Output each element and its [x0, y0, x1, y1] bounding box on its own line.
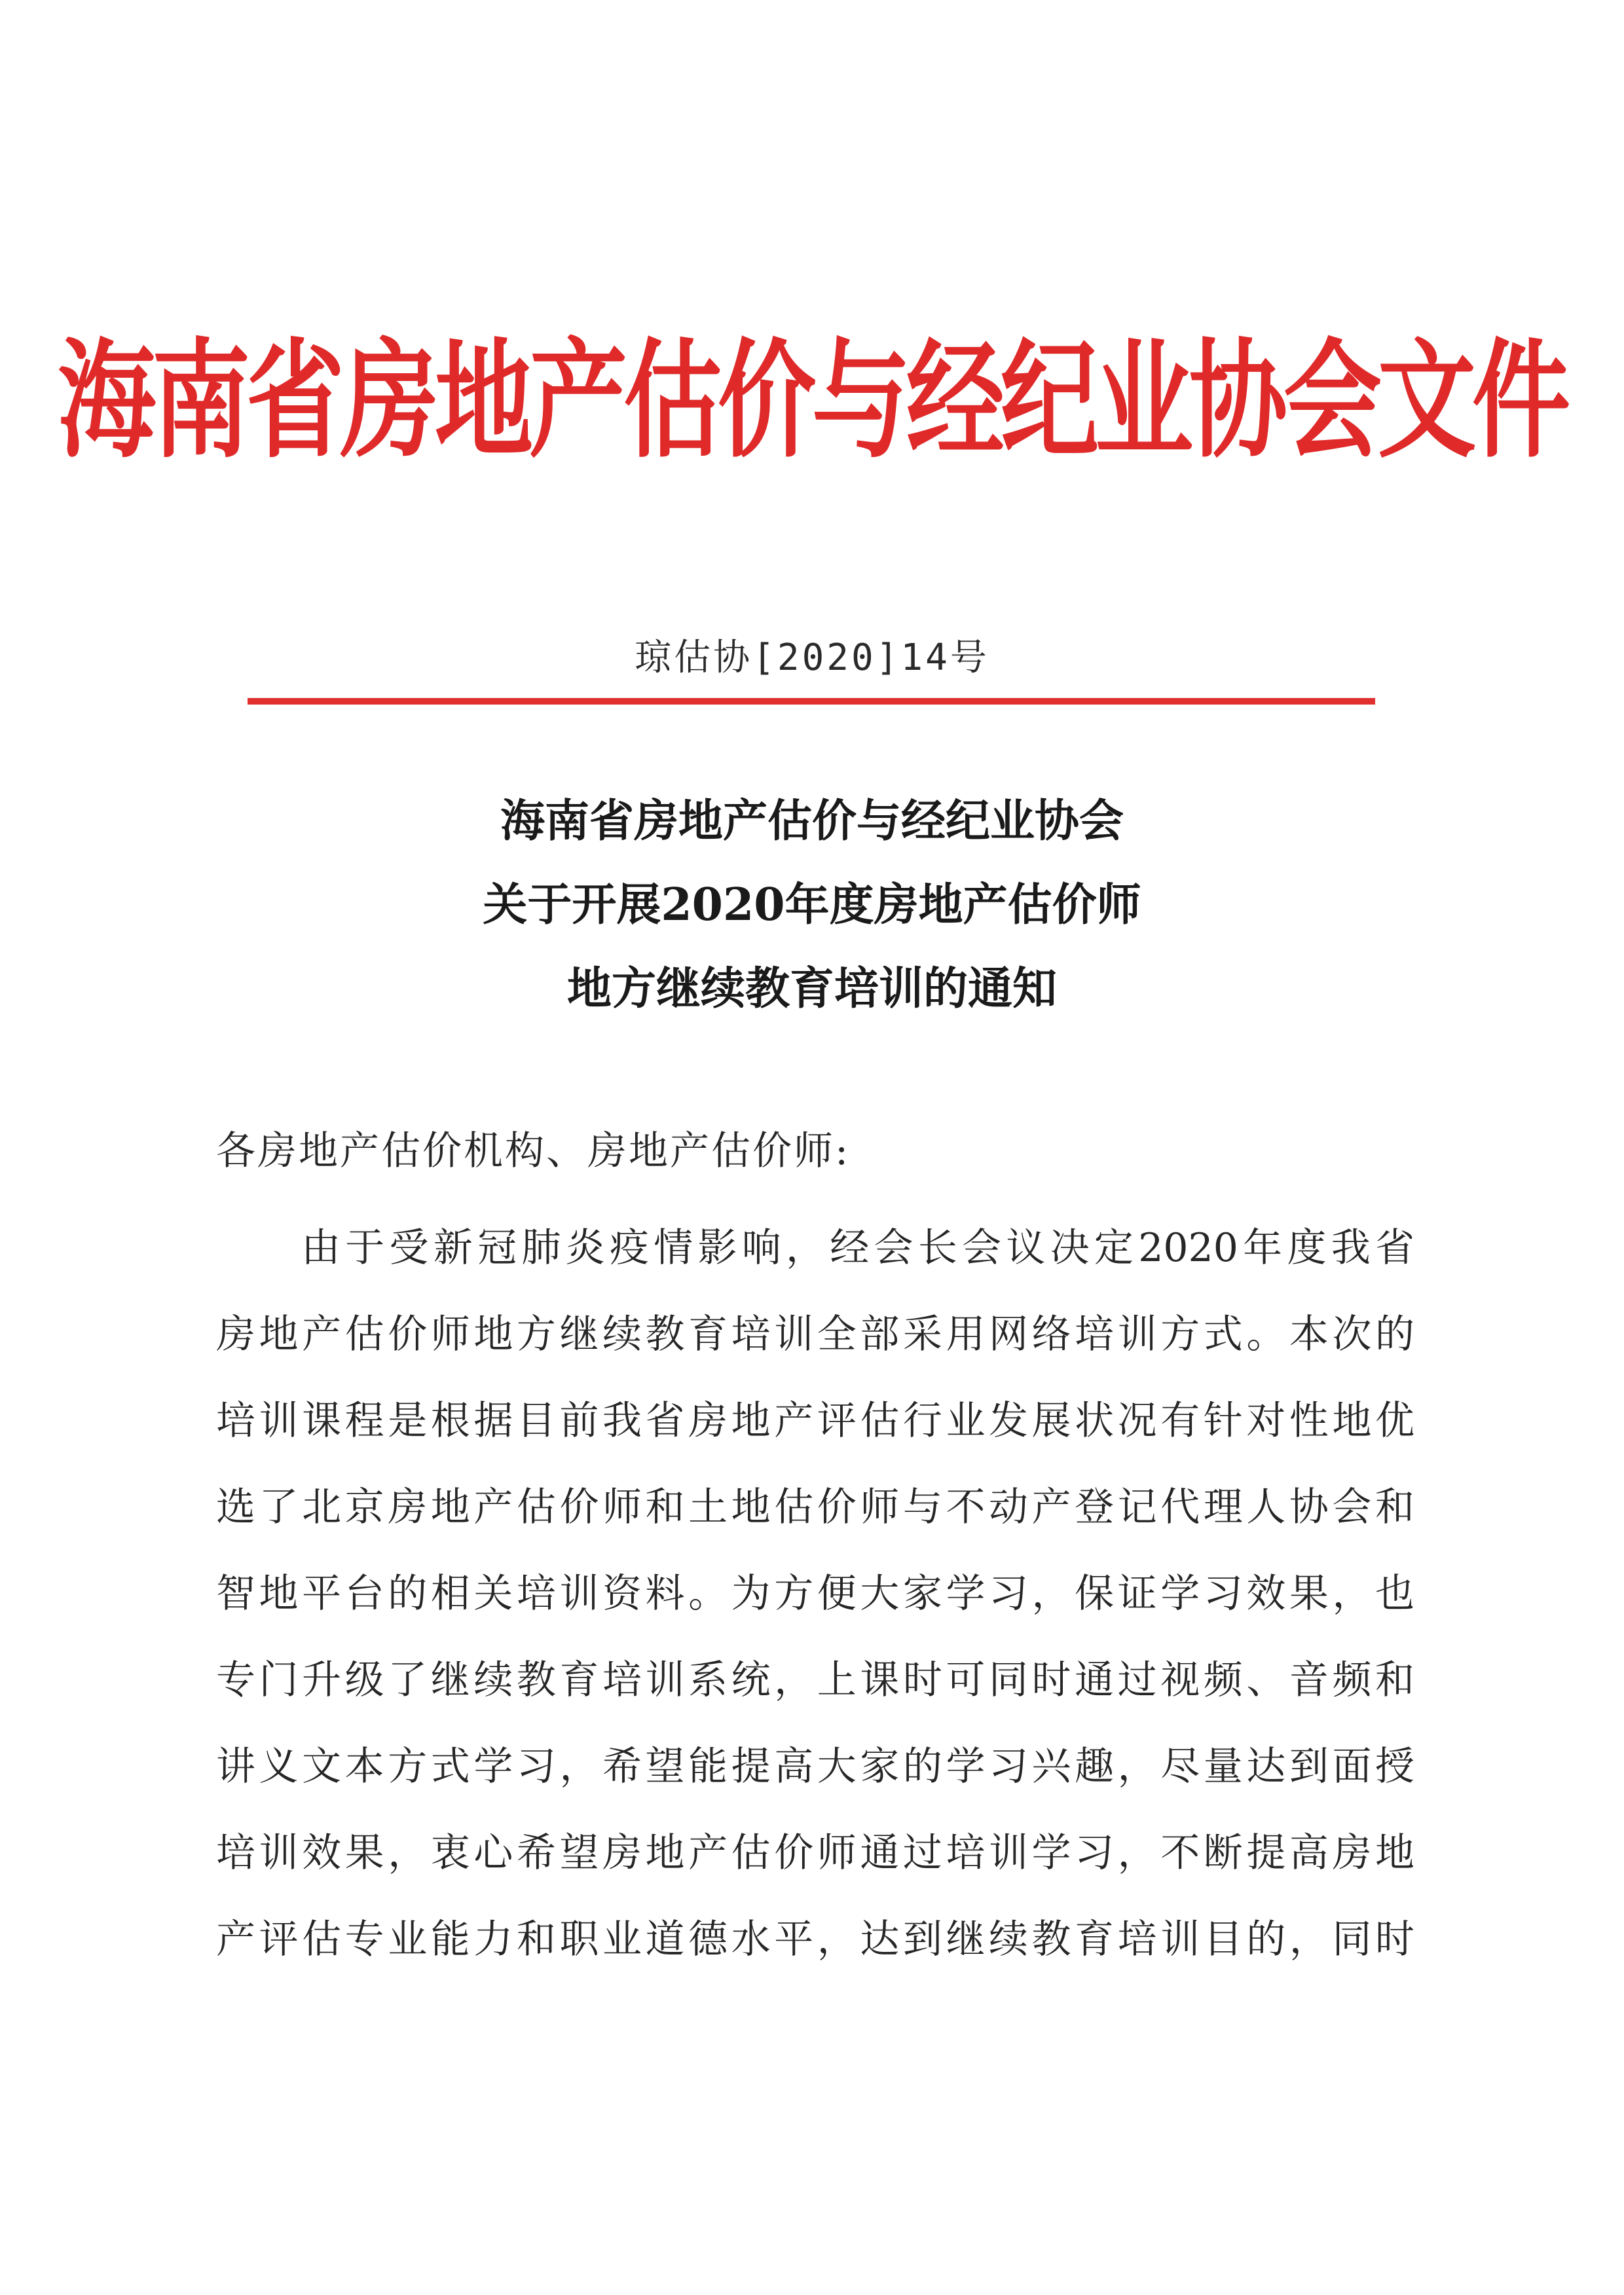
body-line: 智地平台的相关培训资料。为方便大家学习，保证学习效果，也 — [216, 1571, 1414, 1617]
red-divider-rule — [248, 698, 1375, 705]
body-line: 讲义文本方式学习，希望能提高大家的学习兴趣，尽量达到面授 — [216, 1744, 1414, 1790]
salutation: 各房地产估价机构、房地产估价师: — [216, 1128, 851, 1174]
body-paragraph — [216, 1205, 1414, 1983]
masthead-title: 海南省房地产估价与经纪业协会文件 — [58, 327, 1567, 476]
title-line: 关于开展2020年度房地产估价师 — [483, 879, 1141, 931]
body-line: 专门升级了继续教育培训系统，上课时可同时通过视频、音频和 — [216, 1657, 1414, 1703]
document-number: 琼估协[2020]14号 — [635, 636, 989, 679]
body-line: 培训效果，衷心希望房地产估价师通过培训学习，不断提高房地 — [216, 1830, 1414, 1876]
body-line: 培训课程是根据目前我省房地产评估行业发展状况有针对性地优 — [216, 1398, 1414, 1444]
body-line: 房地产估价师地方继续教育培训全部采用网络培训方式。本次的 — [216, 1312, 1414, 1357]
title-line: 地方继续教育培训的通知 — [566, 963, 1057, 1015]
body-line: 选了北京房地产估价师和土地估价师与不动产登记代理人协会和 — [216, 1484, 1414, 1530]
body-line: 由于受新冠肺炎疫情影响，经会长会议决定2020年度我省 — [301, 1225, 1414, 1271]
masthead — [58, 308, 1567, 476]
title-line: 海南省房地产估价与经纪业协会 — [500, 795, 1124, 847]
notice-title — [0, 779, 1624, 1031]
body-line: 产评估专业能力和职业道德水平，达到继续教育培训目的，同时 — [216, 1917, 1414, 1962]
